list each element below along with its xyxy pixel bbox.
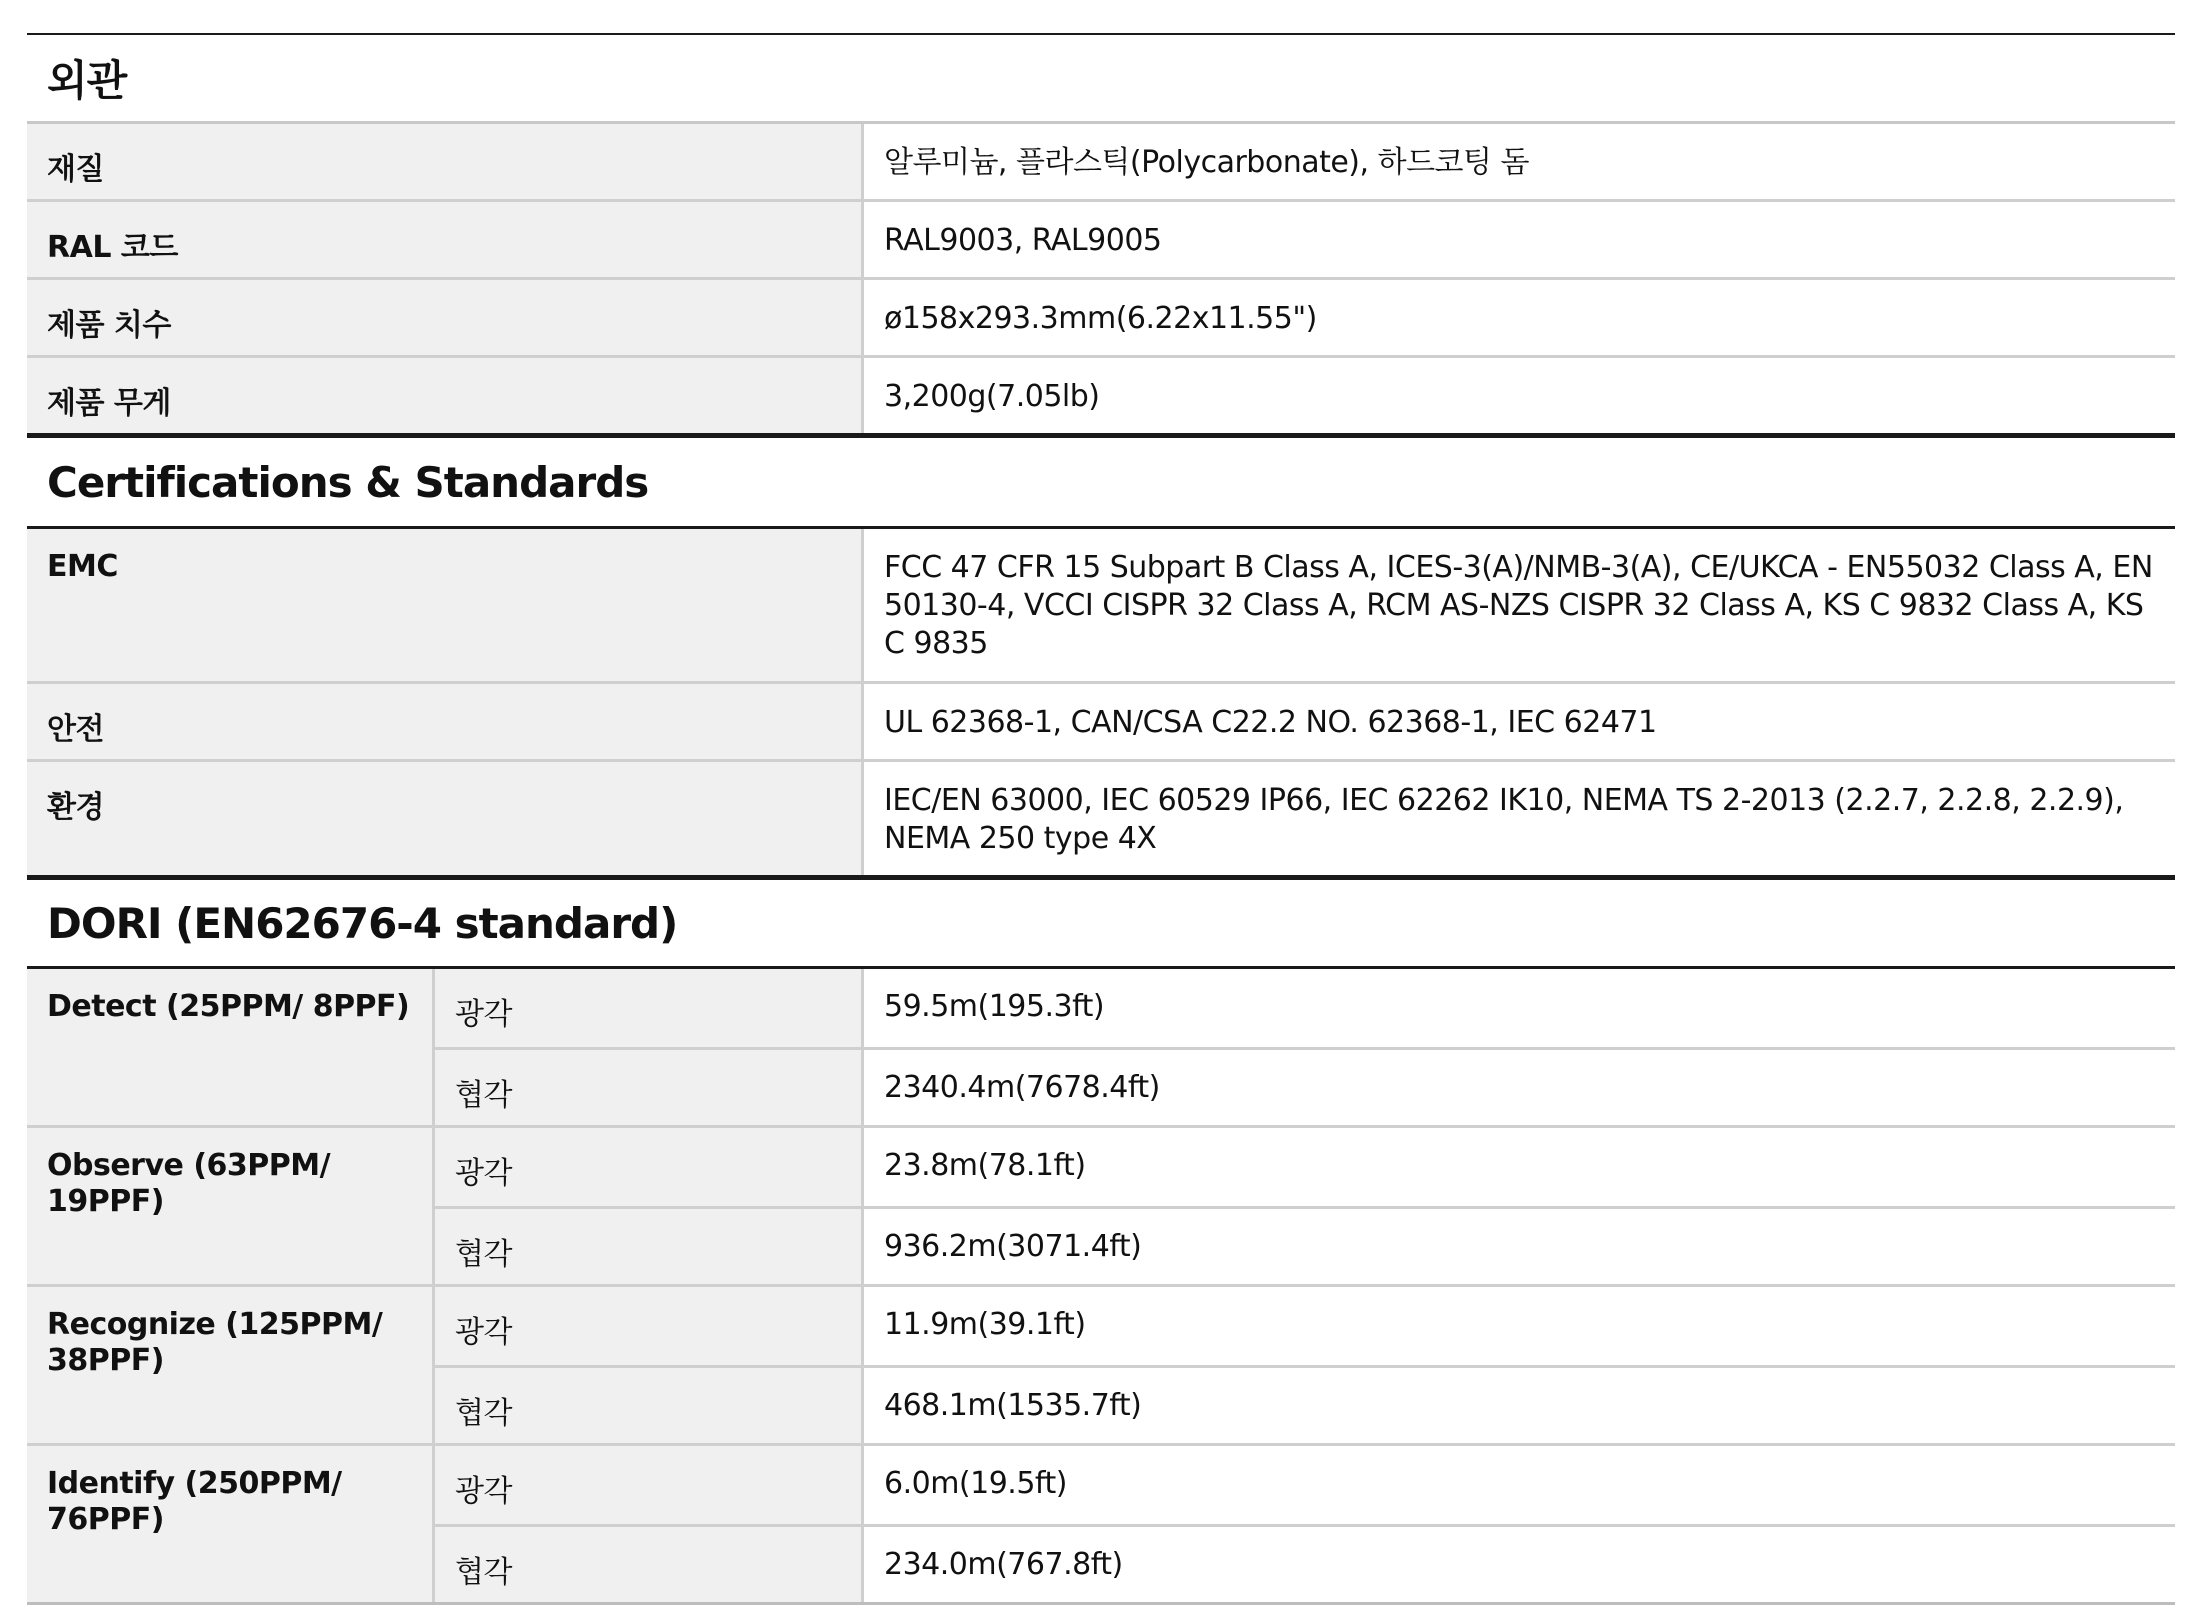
dori-value: 936.2m(3071.4ft) [884, 1229, 1142, 1264]
dori-label: Recognize (125PPM/ 38PPF) [27, 1287, 435, 1443]
dori-sub-label: 광각 [435, 969, 864, 1047]
dori-row [435, 1047, 2175, 1125]
spec-value: IEC/EN 63000, IEC 60529 IP66, IEC 62262 IK10, NEMA TS 2-2013 (2.2.7, 2.2.8, 2.2.9), NEMA 250 type 4X [884, 783, 2124, 856]
dori-value: 234.0m(767.8ft) [884, 1547, 1123, 1582]
dori-sub-label: 협각 [435, 1050, 864, 1125]
spec-row-dimensions [27, 280, 2175, 358]
spec-row-environment [27, 762, 2175, 878]
dori-value: 23.8m(78.1ft) [884, 1148, 1086, 1183]
spec-label: 안전 [27, 684, 864, 759]
dori-row [435, 1287, 2175, 1365]
dori-label: Detect (25PPM/ 8PPF) [27, 969, 435, 1125]
dori-value: 2340.4m(7678.4ft) [884, 1070, 1160, 1105]
spec-label: RAL 코드 [27, 202, 864, 277]
dori-group-identify [27, 1446, 2175, 1605]
spec-row-safety [27, 684, 2175, 762]
spec-table [27, 33, 2175, 1605]
section-title-certifications: Certifications & Standards [27, 436, 2175, 529]
spec-value: ø158x293.3mm(6.22x11.55") [884, 301, 1317, 336]
dori-sub-label: 협각 [435, 1527, 864, 1602]
dori-sub-label: 광각 [435, 1446, 864, 1524]
dori-row [435, 1206, 2175, 1284]
dori-value: 6.0m(19.5ft) [884, 1466, 1067, 1501]
dori-sub-label: 협각 [435, 1368, 864, 1443]
dori-value: 11.9m(39.1ft) [884, 1307, 1086, 1342]
spec-value: 알루미늄, 플라스틱(Polycarbonate), 하드코팅 돔 [884, 145, 1530, 180]
spec-label: 제품 치수 [27, 280, 864, 355]
dori-row [435, 1365, 2175, 1443]
dori-row [435, 1446, 2175, 1524]
dori-row [435, 1128, 2175, 1206]
spec-label: 환경 [27, 762, 864, 875]
spec-value: UL 62368-1, CAN/CSA C22.2 NO. 62368-1, IEC 62471 [884, 705, 1657, 740]
dori-sub-label: 광각 [435, 1287, 864, 1365]
section-title-dori: DORI (EN62676-4 standard) [27, 878, 2175, 969]
dori-sub-label: 협각 [435, 1209, 864, 1284]
spec-row-ral-code [27, 202, 2175, 280]
dori-group-recognize [27, 1287, 2175, 1446]
dori-label: Observe (63PPM/ 19PPF) [27, 1128, 435, 1284]
spec-row-emc [27, 529, 2175, 684]
spec-value: RAL9003, RAL9005 [884, 223, 1162, 258]
spec-label: 재질 [27, 124, 864, 199]
dori-value: 468.1m(1535.7ft) [884, 1388, 1142, 1423]
dori-row [435, 1524, 2175, 1602]
dori-group-detect [27, 969, 2175, 1128]
spec-value: 3,200g(7.05lb) [884, 379, 1100, 414]
dori-sub-label: 광각 [435, 1128, 864, 1206]
spec-row-weight [27, 358, 2175, 436]
dori-value: 59.5m(195.3ft) [884, 989, 1105, 1024]
spec-value: FCC 47 CFR 15 Subpart B Class A, ICES-3(A)/NMB-3(A), CE/UKCA - EN55032 Class A, EN 50130-4, VCCI CISPR 32 Class A, RCM AS-NZS CISPR 32 Class A, KS C 9832 Class A, KS C 9835 [884, 550, 2153, 661]
spec-label: EMC [27, 529, 864, 681]
dori-label: Identify (250PPM/ 76PPF) [27, 1446, 435, 1602]
spec-label: 제품 무게 [27, 358, 864, 433]
dori-group-observe [27, 1128, 2175, 1287]
spec-row-material [27, 124, 2175, 202]
section-title-appearance: 외관 [27, 33, 2175, 124]
dori-row [435, 969, 2175, 1047]
